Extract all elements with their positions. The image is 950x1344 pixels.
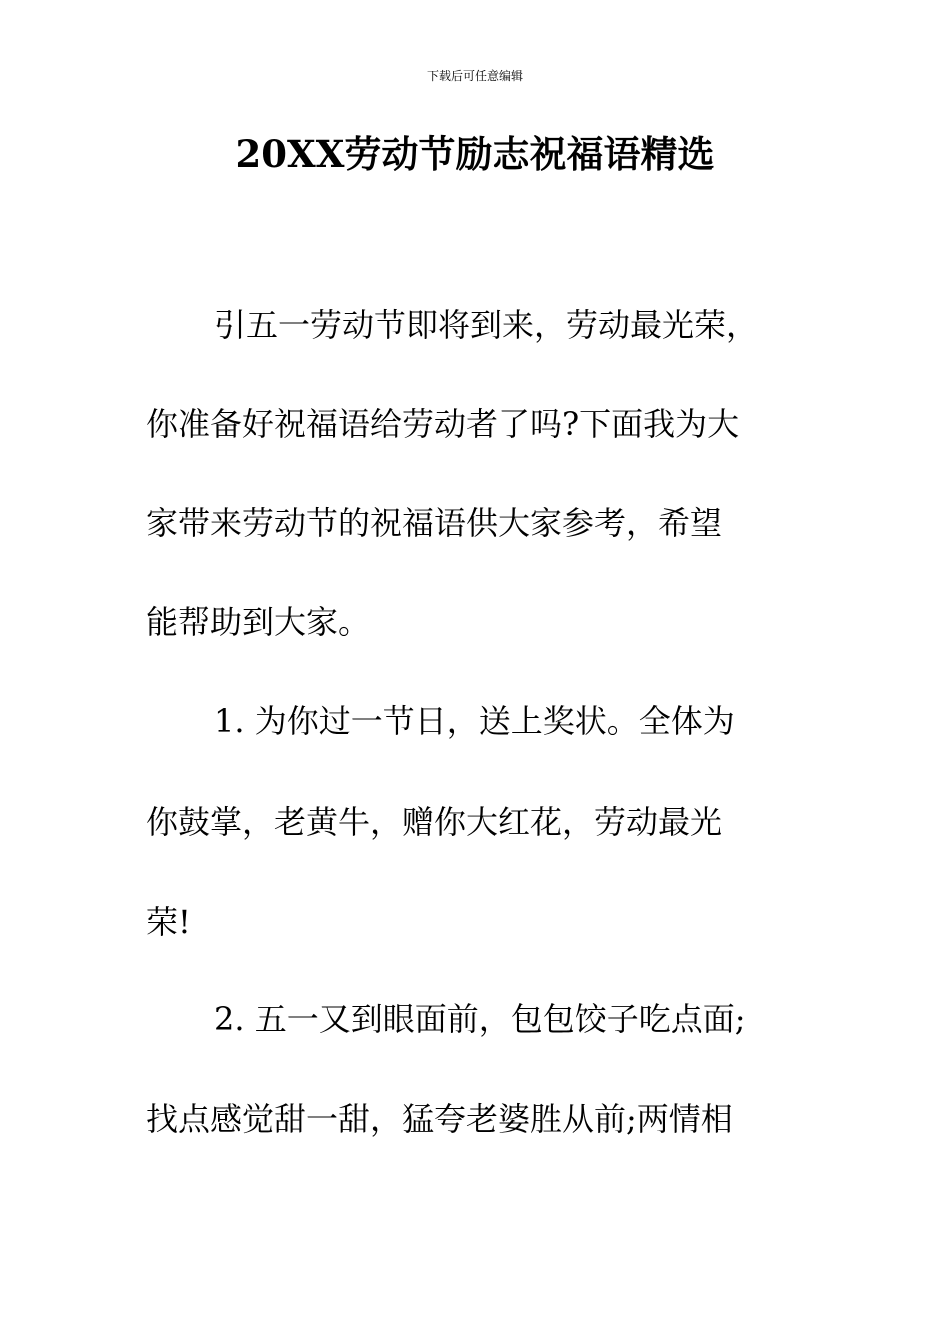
paragraph-line: 你鼓掌，老黄牛，赠你大红花，劳动最光 bbox=[146, 803, 723, 841]
header-note: 下载后可任意编辑 bbox=[426, 69, 523, 83]
paragraph-line: 家带来劳动节的祝福语供大家参考，希望 bbox=[146, 504, 723, 542]
paragraph-line: 你准备好祝福语给劳动者了吗?下面我为大 bbox=[146, 405, 740, 443]
document-title: 20XX劳动节励志祝福语精选 bbox=[235, 132, 715, 176]
paragraph-line: 荣! bbox=[146, 903, 191, 941]
paragraph-line: 2. 五一又到眼面前，包包饺子吃点面; bbox=[214, 1000, 746, 1038]
paragraph-line: 能帮助到大家。 bbox=[146, 603, 371, 641]
paragraph-line: 引五一劳动节即将到来，劳动最光荣， bbox=[214, 306, 759, 344]
paragraph-line: 找点感觉甜一甜，猛夸老婆胜从前;两情相 bbox=[146, 1100, 733, 1138]
paragraph-line: 1. 为你过一节日，送上奖状。全体为 bbox=[214, 702, 735, 740]
